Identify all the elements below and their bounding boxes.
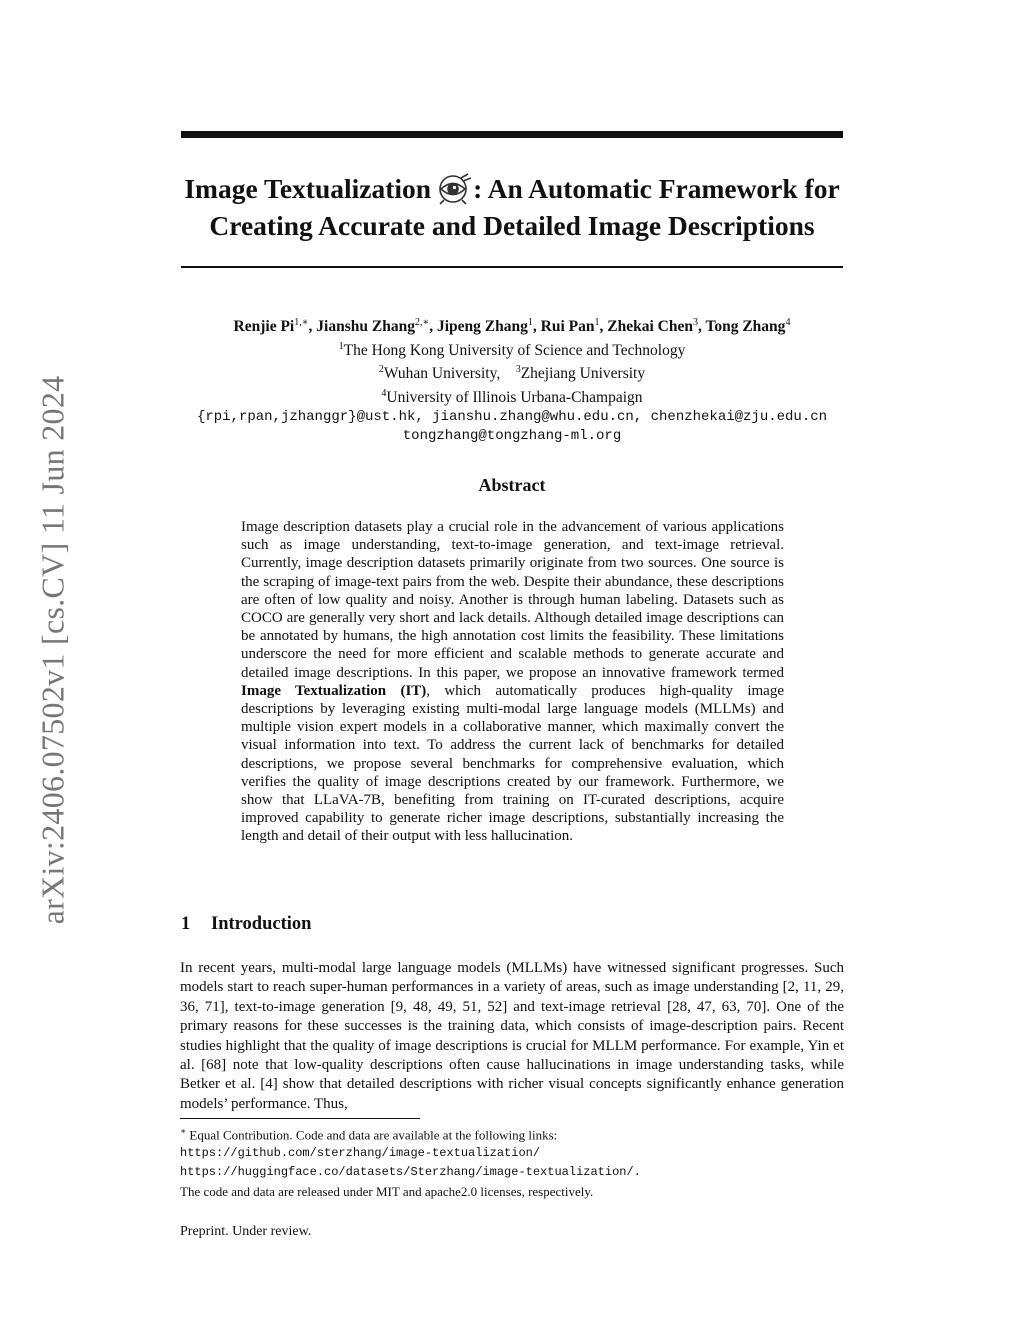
affiliation-2-3 [150, 360, 874, 384]
affiliation-1 [150, 337, 874, 361]
footnote-marker: ∗ [180, 1126, 187, 1136]
author-affiliation-mark: 4 [785, 317, 791, 328]
framework-name: Image Textualization (IT) [241, 682, 427, 699]
author-emails: {rpi,rpan,jzhanggr}@ust.hk, jianshu.zhang@whu.edu.cn, chenzhekai@zju.edu.cn [196, 408, 828, 425]
abstract-body [241, 518, 784, 846]
affiliation-name: University of Illinois Urbana-Champaign [386, 389, 643, 407]
github-link[interactable]: https://github.com/sterzhang/image-textualization/ [180, 1146, 541, 1161]
affiliation-mark: 3 [515, 364, 521, 376]
preprint-note: Preprint. Under review. [180, 1224, 312, 1239]
section-title: Introduction [211, 914, 312, 934]
affiliation-name: Zhejiang University [520, 365, 646, 383]
affiliation-mark: 1 [338, 340, 344, 352]
title-part-2: : An Automatic Framework for Creating Accurate and Detailed Image Descriptions [209, 173, 840, 241]
eye-robot-logo-icon [433, 173, 473, 205]
author-email-secondary: tongzhang@tongzhang-ml.org [402, 428, 622, 445]
author-affiliation-mark: 1,∗ [294, 317, 309, 328]
title-bottom-rule [181, 266, 843, 268]
abstract-text: Image description datasets play a crucial role in the advancement of various applications such as image understanding, text-to-image generation, and text-image retrieval. Currently, image description datasets primarily originate from two sources. One source is the scraping of image-text pairs from the web. Despite their abundance, these descriptions are often of low quality and noisy. Another is through human labeling. Datasets such as COCO are generally very short and lack details. Although detailed image descriptions can be annotated by humans, the high annotation cost limits the feasibility. These limitations underscore the need for more efficient and scalable methods to generate accurate and detailed image descriptions. In this paper, we propose an innovative framework termed [241, 519, 784, 681]
author-affiliation-mark: 1 [527, 317, 533, 328]
footnote [180, 1122, 844, 1201]
affiliation-mark: 2 [378, 364, 384, 376]
introduction-paragraph: In recent years, multi-modal large language models (MLLMs) have witnessed significant progresses. Such models start to reach super-human performances in a variety of areas, such as image understanding [2, 11, 29, 36, 71], text-to-image generation [9, 48, 49, 51, 52] and text-image retrieval [28, 47, 63, 70]. One of the primary reasons for these successes is the training data, which consists of image-description pairs. Recent studies highlight that the quality of image descriptions is crucial for MLLM performance. For example, Yin et al. [68] note that low-quality descriptions often cause hallucinations in image understanding tasks, while Betker et al. [4] show that detailed descriptions with richer visual concepts significantly enhance generation models’ performance. Thus, [180, 960, 844, 1112]
author-name: Tong Zhang [705, 318, 786, 336]
author-name: Jianshu Zhang [316, 318, 415, 336]
affiliation-4 [150, 384, 874, 408]
license-note: The code and data are released under MIT and apache2.0 licenses, respectively. [180, 1184, 594, 1200]
author-name: Rui Pan [540, 318, 595, 336]
paper-title [150, 170, 874, 244]
section-heading-introduction [181, 914, 311, 935]
author-name: Jipeng Zhang [437, 318, 528, 336]
affiliation-name: The Hong Kong University of Science and Technology [343, 341, 686, 359]
section-number: 1 [181, 914, 191, 934]
footnote-text: Equal Contribution. Code and data are available at the following links: [189, 1127, 558, 1143]
author-affiliation-mark: 2,∗ [414, 317, 430, 328]
author-affiliation-mark: 3 [692, 317, 698, 328]
affiliation-name: Wuhan University, [383, 365, 501, 383]
title-part-1: Image Textualization [184, 173, 432, 204]
author-name: Renjie Pi [233, 318, 295, 336]
author-block [150, 313, 874, 447]
arxiv-identifier: arXiv:2406.07502v1 [cs.CV] 11 Jun 2024 [34, 375, 71, 925]
affiliation-mark: 4 [381, 387, 387, 399]
huggingface-link[interactable]: https://huggingface.co/datasets/Sterzhang/image-textualization/. [180, 1165, 641, 1180]
title-top-rule [181, 131, 843, 138]
author-affiliation-mark: 1 [594, 317, 600, 328]
footnote-rule [180, 1118, 420, 1119]
abstract-heading: Abstract [478, 475, 546, 495]
author-list: Renjie $Pi^{1,∗}$, Jianshu Zhang$^{2,∗}$, Jipeng Zhang$^1$, Rui Pan$^1$, Zhekai Chen$^3$, Tong Zhang$^4$ [233, 317, 791, 336]
author-name: Zhekai Chen [607, 318, 693, 336]
abstract-text-continued: , which automatically produces high-quality image descriptions by leveraging existing multi-modal large language models (MLLMs) and multiple vision expert models in a collaborative manner, which maximally convert the visual information into text. To address the current lack of benchmarks for detailed descriptions, we propose several benchmarks for comprehensive evaluation, which verifies the quality of image descriptions created by our framework. Furthermore, we show that LLaVA-7B, benefiting from training on IT-curated descriptions, acquire improved capability to generate richer image descriptions, substantially increasing the length and detail of their output with less hallucination. [241, 682, 784, 845]
